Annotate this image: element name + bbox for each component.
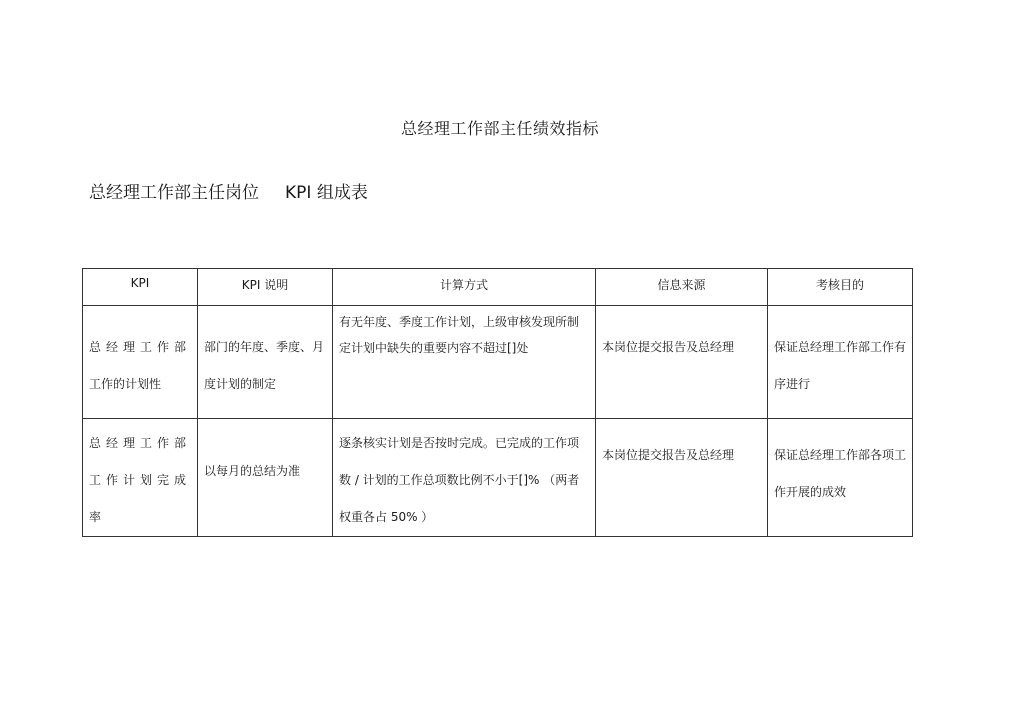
cell-source [596,419,768,537]
kpi-name-line: 总经理工作部 [89,340,192,354]
cell-calculation [333,306,596,419]
header-kpi-description: KPI 说明 [198,269,333,306]
cell-kpi [83,306,198,419]
source-text: 本岗位提交报告及总经理 [602,340,735,354]
purpose-text: 保证总经理工作部工作有序进行 [774,340,907,391]
page-title: 总经理工作部主任绩效指标 [400,119,599,138]
source-text: 本岗位提交报告及总经理 [602,448,735,462]
header-source: 信息来源 [596,269,768,306]
description-text: 部门的年度、季度、月度计划的制定 [204,340,325,391]
calculation-text: 有无年度、季度工作计划，上级审核发现所制定计划中缺失的重要内容不超过[]处 [339,315,580,355]
cell-kpi [83,419,198,537]
header-purpose: 考核目的 [768,269,913,306]
cell-source [596,306,768,419]
kpi-table [82,268,913,537]
cell-purpose [768,306,913,419]
calculation-text: 逐条核实计划是否按时完成。已完成的工作项数 / 计划的工作总项数比例不小于[]% （两者权重各占 50% ） [339,436,580,524]
kpi-name-line: 总经理工作部 [89,436,192,450]
header-kpi: KPI [83,269,198,306]
table-header-row [83,269,913,306]
cell-calculation [333,419,596,537]
section-heading-text: 总经理工作部主任岗位 [89,183,259,203]
kpi-name-line: 工作的计划性 [89,377,162,391]
section-heading-suffix: KPI 组成表 [285,183,368,203]
table-row [83,419,913,537]
cell-description [198,419,333,537]
kpi-name-line: 率 [89,510,102,524]
description-text: 以每月的总结为准 [204,464,301,478]
section-heading [89,178,368,203]
kpi-name-line: 工作计划完成 [89,473,192,487]
cell-purpose [768,419,913,537]
header-calculation: 计算方式 [333,269,596,306]
table-row [83,306,913,419]
purpose-text: 保证总经理工作部各项工作开展的成效 [774,448,907,499]
cell-description [198,306,333,419]
